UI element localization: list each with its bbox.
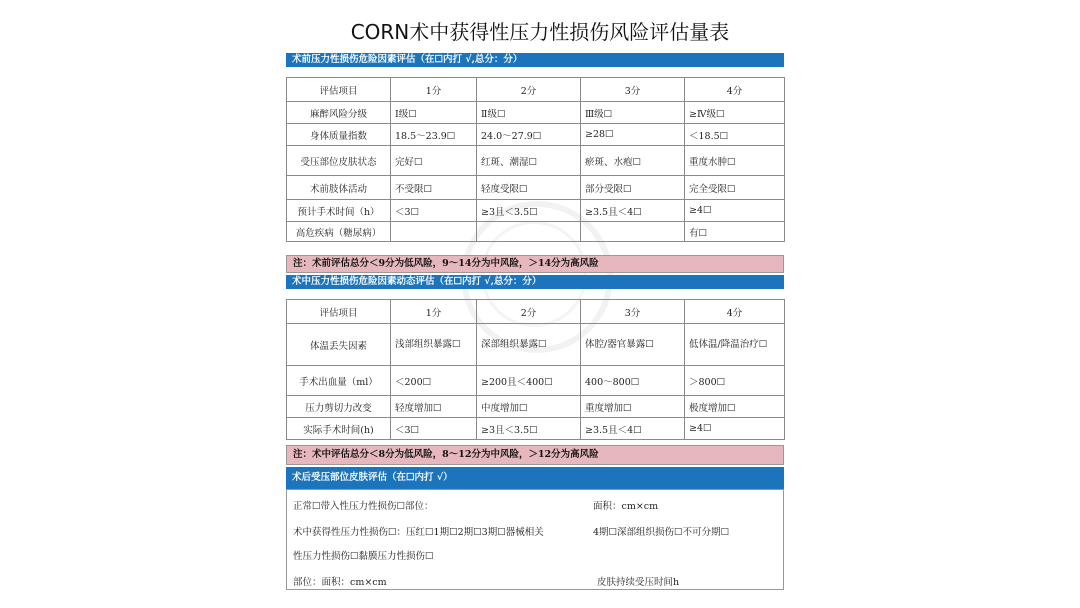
intraop-header-row [287,300,785,324]
col-header: 1分 [391,78,477,102]
option-cell [391,222,477,242]
postop-area-1[interactable]: 面积：cm×cm [593,501,659,512]
preop-score-note: 注：术前评估总分＜9分为低风险，9～14分为中风险，＞14分为高风险 [286,255,784,273]
option-cell[interactable]: 完好☐ [391,146,477,176]
col-header: 3分 [581,300,685,324]
col-header: 2分 [477,78,581,102]
table-row [287,396,785,418]
option-cell[interactable]: ＜3☐ [391,418,477,440]
option-cell[interactable]: 有☐ [685,222,785,242]
postop-line-acquired[interactable]: 术中获得性压力性损伤☐：压红☐1期☐2期☐3期☐器械相关 [293,527,544,538]
option-cell [581,222,685,242]
intraop-score-note: 注：术中评估总分＜8分为低风险，8～12分为中风险，＞12分为高风险 [286,445,784,465]
postop-line-normal[interactable]: 正常☐带入性压力性损伤☐部位： [293,501,434,512]
preop-section-header: 术前压力性损伤危险因素评估（在☐内打 √,总分：分） [286,53,784,67]
table-row [287,366,785,396]
intraop-table [286,299,785,440]
option-cell[interactable]: 重度水肿☐ [685,146,785,176]
option-cell[interactable]: ＜200☐ [391,366,477,396]
option-cell[interactable]: 瘀斑、水疱☐ [581,146,685,176]
item-label: 预计手术时间（h） [287,200,391,222]
option-cell[interactable]: 400～800☐ [581,366,685,396]
table-row [287,324,785,366]
option-cell[interactable]: ＜3☐ [391,200,477,222]
option-cell[interactable]: ≥3且＜3.5☐ [477,200,581,222]
item-label: 术前肢体活动 [287,176,391,200]
option-cell[interactable]: 体腔/器官暴露☐ [581,324,685,366]
col-header: 4分 [685,78,785,102]
postop-line-device[interactable]: 性压力性损伤☐黏膜压力性损伤☐ [293,551,434,562]
table-row [287,176,785,200]
option-cell [477,222,581,242]
col-header: 1分 [391,300,477,324]
item-label: 高危疾病（糖尿病） [287,222,391,242]
col-header: 评估项目 [287,300,391,324]
table-row [287,102,785,124]
table-row [287,418,785,440]
option-cell[interactable]: 部分受限☐ [581,176,685,200]
option-cell[interactable]: ＞800☐ [685,366,785,396]
postop-section-header: 术后受压部位皮肤评估（在☐内打 √） [286,467,784,489]
item-label: 体温丢失因素 [287,324,391,366]
table-row [287,200,785,222]
option-cell[interactable]: 重度增加☐ [581,396,685,418]
option-cell[interactable]: ≥28☐ [581,124,685,146]
option-cell[interactable]: ≥Ⅳ级☐ [685,102,785,124]
item-label: 麻醉风险分级 [287,102,391,124]
option-cell[interactable]: 浅部组织暴露☐ [391,324,477,366]
option-cell[interactable]: ≥3.5且＜4☐ [581,418,685,440]
table-row [287,124,785,146]
option-cell[interactable]: ≥3且＜3.5☐ [477,418,581,440]
option-cell[interactable]: ≥4☐ [685,418,785,440]
page-title: CORN术中获得性压力性损伤风险评估量表 [350,20,730,44]
col-header: 2分 [477,300,581,324]
item-label: 压力剪切力改变 [287,396,391,418]
option-cell[interactable]: Ⅰ级☐ [391,102,477,124]
col-header: 3分 [581,78,685,102]
col-header: 评估项目 [287,78,391,102]
option-cell[interactable]: Ⅲ级☐ [581,102,685,124]
item-label: 身体质量指数 [287,124,391,146]
preop-table [286,77,785,242]
option-cell[interactable]: 不受限☐ [391,176,477,200]
table-row [287,222,785,242]
assessment-form [286,53,784,590]
postop-site-area[interactable]: 部位：面积：cm×cm [293,577,387,588]
option-cell[interactable]: 24.0～27.9☐ [477,124,581,146]
option-cell[interactable]: 轻度增加☐ [391,396,477,418]
option-cell[interactable]: 18.5～23.9☐ [391,124,477,146]
option-cell[interactable]: ＜18.5☐ [685,124,785,146]
option-cell[interactable]: Ⅱ级☐ [477,102,581,124]
postop-skin-assessment [286,489,784,590]
option-cell[interactable]: 低体温/降温治疗☐ [685,324,785,366]
option-cell[interactable]: 红斑、潮湿☐ [477,146,581,176]
option-cell[interactable]: ≥200且＜400☐ [477,366,581,396]
preop-header-row [287,78,785,102]
col-header: 4分 [685,300,785,324]
option-cell[interactable]: 极度增加☐ [685,396,785,418]
option-cell[interactable]: ≥4☐ [685,200,785,222]
item-label: 受压部位皮肤状态 [287,146,391,176]
table-row [287,146,785,176]
option-cell[interactable]: 中度增加☐ [477,396,581,418]
option-cell[interactable]: 完全受限☐ [685,176,785,200]
item-label: 实际手术时间(h) [287,418,391,440]
option-cell[interactable]: 轻度受限☐ [477,176,581,200]
option-cell[interactable]: ≥3.5且＜4☐ [581,200,685,222]
postop-pressure-duration[interactable]: 皮肤持续受压时间h [597,577,680,588]
postop-line-stage[interactable]: 4期☐深部组织损伤☐不可分期☐ [593,527,730,538]
option-cell[interactable]: 深部组织暴露☐ [477,324,581,366]
item-label: 手术出血量（ml） [287,366,391,396]
intraop-section-header: 术中压力性损伤危险因素动态评估（在☐内打 √,总分：分） [286,275,784,289]
